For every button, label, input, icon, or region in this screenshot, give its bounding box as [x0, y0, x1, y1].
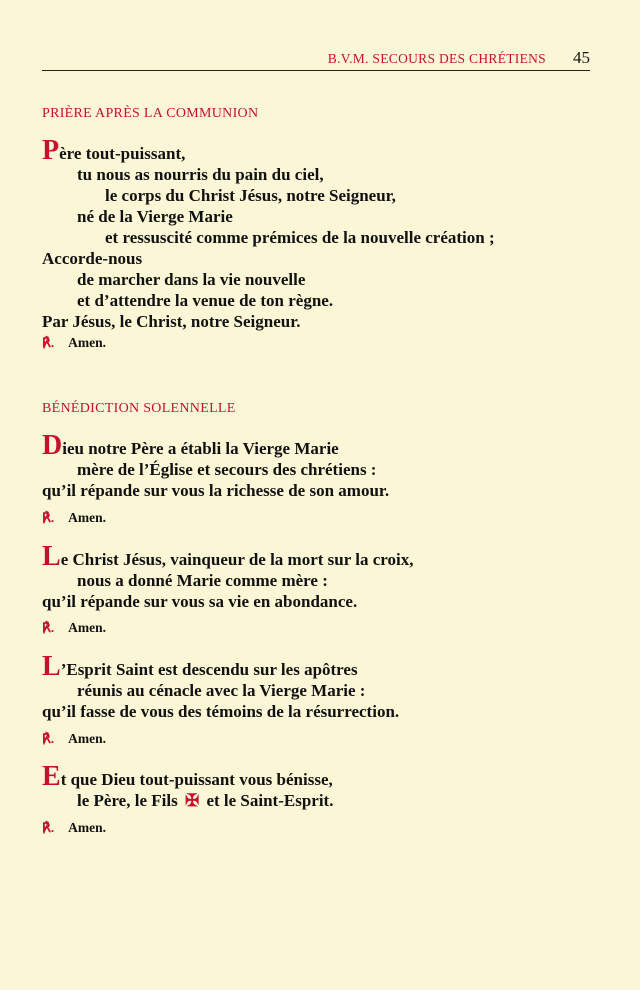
drop-cap: L [42, 541, 61, 572]
prayer-line: et d’attendre la venue de ton règne. [77, 291, 334, 310]
drop-cap: D [42, 430, 63, 461]
prayer-line: Père tout-puissant, [42, 135, 186, 166]
prayer-line: de marcher dans la vie nouvelle [77, 270, 306, 289]
prayer-line: Par Jésus, le Christ, notre Seigneur. [42, 312, 301, 331]
response-symbol: ℟. [42, 510, 55, 525]
prayer-line: né de la Vierge Marie [77, 207, 233, 226]
prayer-line: Le Christ Jésus, vainqueur de la mort sur la croix, [42, 541, 414, 572]
section-title-communion: PRIÈRE APRÈS LA COMMUNION [42, 106, 259, 121]
response-symbol: ℟. [42, 620, 55, 635]
blessing-stanza-1 [42, 430, 602, 501]
blessing-stanza-4 [42, 761, 602, 811]
response-symbol: ℟. [42, 335, 55, 350]
response-amen: ℟. Amen. [42, 335, 107, 350]
prayer-line: qu’il répande sur vous sa vie en abondance. [42, 592, 358, 611]
prayer-line: nous a donné Marie comme mère : [77, 571, 328, 590]
running-header [42, 48, 590, 71]
prayer-line: le Père, le Fils ✠ et le Saint-Esprit. [77, 791, 334, 810]
section-title-blessing: BÉNÉDICTION SOLENNELLE [42, 401, 236, 416]
prayer-line: mère de l’Église et secours des chrétiens : [77, 460, 377, 479]
drop-cap: E [42, 761, 61, 792]
drop-cap: L [42, 651, 61, 682]
response-symbol: ℟. [42, 731, 55, 746]
blessing-stanza-2 [42, 541, 602, 612]
prayer-line: Dieu notre Père a établi la Vierge Marie [42, 430, 339, 461]
prayer-line: qu’il répande sur vous la richesse de son amour. [42, 481, 390, 500]
prayer-line: L’Esprit Saint est descendu sur les apôtres [42, 651, 358, 682]
response-symbol: ℟. [42, 820, 55, 835]
prayer-line: Accorde-nous [42, 249, 143, 268]
prayer-line: le corps du Christ Jésus, notre Seigneur, [105, 186, 396, 205]
prayer-line: Et que Dieu tout-puissant vous bénisse, [42, 761, 333, 792]
blessing-stanza-3 [42, 651, 602, 722]
prayer-line: qu’il fasse de vous des témoins de la résurrection. [42, 702, 400, 721]
cross-icon: ✠ [184, 791, 200, 810]
response-amen: ℟. Amen. [42, 510, 107, 525]
drop-cap: P [42, 135, 60, 166]
page-number: 45 [573, 48, 590, 67]
response-amen: ℟. Amen. [42, 731, 107, 746]
running-title: B.V.M. SECOURS DES CHRÉTIENS [327, 51, 546, 66]
response-amen: ℟. Amen. [42, 620, 107, 635]
prayer-line: et ressuscité comme prémices de la nouvelle création ; [105, 228, 495, 247]
prayer-line: réunis au cénacle avec la Vierge Marie : [77, 681, 366, 700]
prayer-line: tu nous as nourris du pain du ciel, [77, 165, 324, 184]
communion-prayer [42, 135, 602, 332]
response-amen: ℟. Amen. [42, 820, 107, 835]
